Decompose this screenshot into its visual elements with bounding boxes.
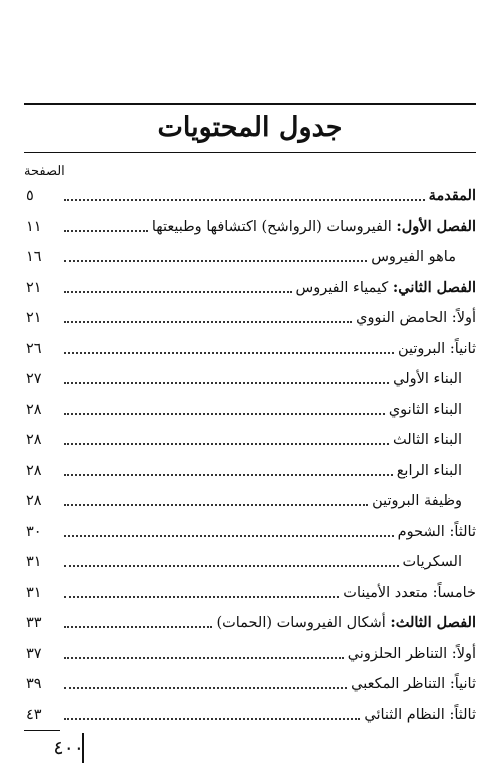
- footer: [24, 733, 84, 763]
- entry-text: البناء الثانوي: [388, 401, 462, 418]
- entry-text: أشكال الفيروسات (الحمات): [216, 615, 391, 632]
- dot-leader: [64, 614, 212, 628]
- dot-leader: [64, 523, 394, 537]
- page-title: جدول المحتويات: [157, 112, 343, 143]
- toc-entry-title: [397, 461, 462, 481]
- toc-entry[interactable]: [24, 547, 476, 578]
- page-number: ٢١: [26, 310, 42, 327]
- dot-leader: [64, 340, 394, 354]
- dot-leader: [64, 431, 389, 445]
- toc-entry-title: [216, 613, 476, 633]
- entry-text: ثالثاً: الشحوم: [397, 523, 476, 540]
- toc-entry[interactable]: [24, 242, 476, 273]
- toc-entry[interactable]: [24, 212, 476, 243]
- toc-entry[interactable]: [24, 456, 476, 487]
- toc-entry-title: [296, 278, 476, 298]
- dot-leader: [64, 187, 425, 201]
- toc-entry-title: [429, 186, 476, 206]
- page-number: ٣٧: [26, 645, 42, 662]
- toc-entry-title: [364, 705, 476, 725]
- toc-entry-title: [372, 491, 462, 511]
- page-number: ٣١: [26, 554, 42, 571]
- entry-text: البناء الأولي: [393, 371, 462, 388]
- toc-entry[interactable]: [24, 578, 476, 609]
- entry-text: ثانياً: البروتين: [397, 340, 476, 357]
- dot-leader: [64, 553, 399, 567]
- entry-text: البناء الرابع: [396, 462, 462, 479]
- dot-leader: [64, 370, 389, 384]
- page-number: ٢٨: [26, 462, 42, 479]
- page-number: ٢٦: [26, 340, 42, 357]
- dot-leader: [64, 462, 393, 476]
- toc-entry[interactable]: [24, 608, 476, 639]
- toc-entry[interactable]: [24, 700, 476, 731]
- toc-entry[interactable]: [24, 517, 476, 548]
- toc-entry[interactable]: [24, 639, 476, 670]
- dot-leader: [64, 645, 344, 659]
- dot-leader: [64, 248, 367, 262]
- toc-entry-title: [152, 217, 476, 237]
- entry-text: ماهو الفيروس: [371, 249, 456, 266]
- page-number: ٤٣: [26, 706, 42, 723]
- toc-entry-title: [393, 430, 462, 450]
- page-number: ٣٣: [26, 615, 42, 632]
- top-rule: [24, 103, 476, 105]
- entry-text: أولاً: الحامض النووي: [356, 310, 476, 327]
- toc-entry-title: [393, 369, 462, 389]
- toc-list: [24, 181, 476, 730]
- chapter-label: الفصل الثالث:: [390, 614, 476, 632]
- toc-entry[interactable]: [24, 181, 476, 212]
- toc-entry-title: [348, 644, 476, 664]
- entry-text: ثالثاً: النظام الثنائي: [364, 706, 476, 723]
- toc-entry[interactable]: [24, 273, 476, 304]
- dot-leader: [64, 401, 385, 415]
- page-number: ٣٩: [26, 676, 42, 693]
- entry-text: ثانياً: التناظر المكعبي: [351, 676, 476, 693]
- toc-entry[interactable]: [24, 669, 476, 700]
- entry-text: أولاً: التناظر الحلزوني: [347, 645, 476, 662]
- toc-entry-title: [389, 400, 462, 420]
- toc-entry[interactable]: [24, 395, 476, 426]
- entry-text: الفيروسات (الرواشح) اكتشافها وطبيعتها: [151, 218, 397, 235]
- entry-text: السكريات: [402, 554, 462, 571]
- dot-leader: [64, 279, 292, 293]
- toc-entry[interactable]: [24, 364, 476, 395]
- chapter-label: الفصل الأول:: [396, 217, 476, 235]
- page-number: ٢٧: [26, 371, 42, 388]
- entry-text: وظيفة البروتين: [372, 493, 462, 510]
- toc-entry-title: [403, 552, 463, 572]
- dot-leader: [64, 218, 148, 232]
- entry-text: كيمياء الفيروس: [295, 279, 393, 296]
- toc-entry[interactable]: [24, 303, 476, 334]
- footer-rule: [24, 730, 60, 731]
- dot-leader: [64, 675, 347, 689]
- entry-text: خامساً: متعدد الأمينات: [343, 584, 476, 601]
- page-number: ١١: [26, 218, 42, 235]
- chapter-label: المقدمة: [428, 187, 476, 205]
- page-number: ٢٨: [26, 432, 42, 449]
- page-number: ٢٨: [26, 401, 42, 418]
- toc-entry-title: [398, 522, 476, 542]
- dot-leader: [64, 492, 368, 506]
- dot-leader: [64, 309, 352, 323]
- toc-entry-title: [356, 308, 476, 328]
- toc-entry[interactable]: [24, 334, 476, 365]
- entry-text: البناء الثالث: [393, 432, 462, 449]
- page-number: ٥: [26, 188, 34, 205]
- footer-page-number: ٤٠٠: [53, 737, 84, 759]
- dot-leader: [64, 584, 339, 598]
- toc-entry-title: [343, 583, 476, 603]
- toc-entry[interactable]: [24, 425, 476, 456]
- page-number: ٢١: [26, 279, 42, 296]
- chapter-label: الفصل الثاني:: [392, 278, 476, 296]
- page-number: ٣١: [26, 584, 42, 601]
- dot-leader: [64, 706, 360, 720]
- page-number: ٣٠: [26, 523, 42, 540]
- toc-entry-title: [351, 674, 476, 694]
- title-rule: [24, 152, 476, 153]
- toc-entry-title: [398, 339, 476, 359]
- page-column-label: الصفحة: [24, 164, 65, 179]
- toc-entry-title: [371, 247, 456, 267]
- toc-entry[interactable]: [24, 486, 476, 517]
- page-number: ٢٨: [26, 493, 42, 510]
- footer-bar: [82, 733, 84, 763]
- page-number: ١٦: [26, 249, 42, 266]
